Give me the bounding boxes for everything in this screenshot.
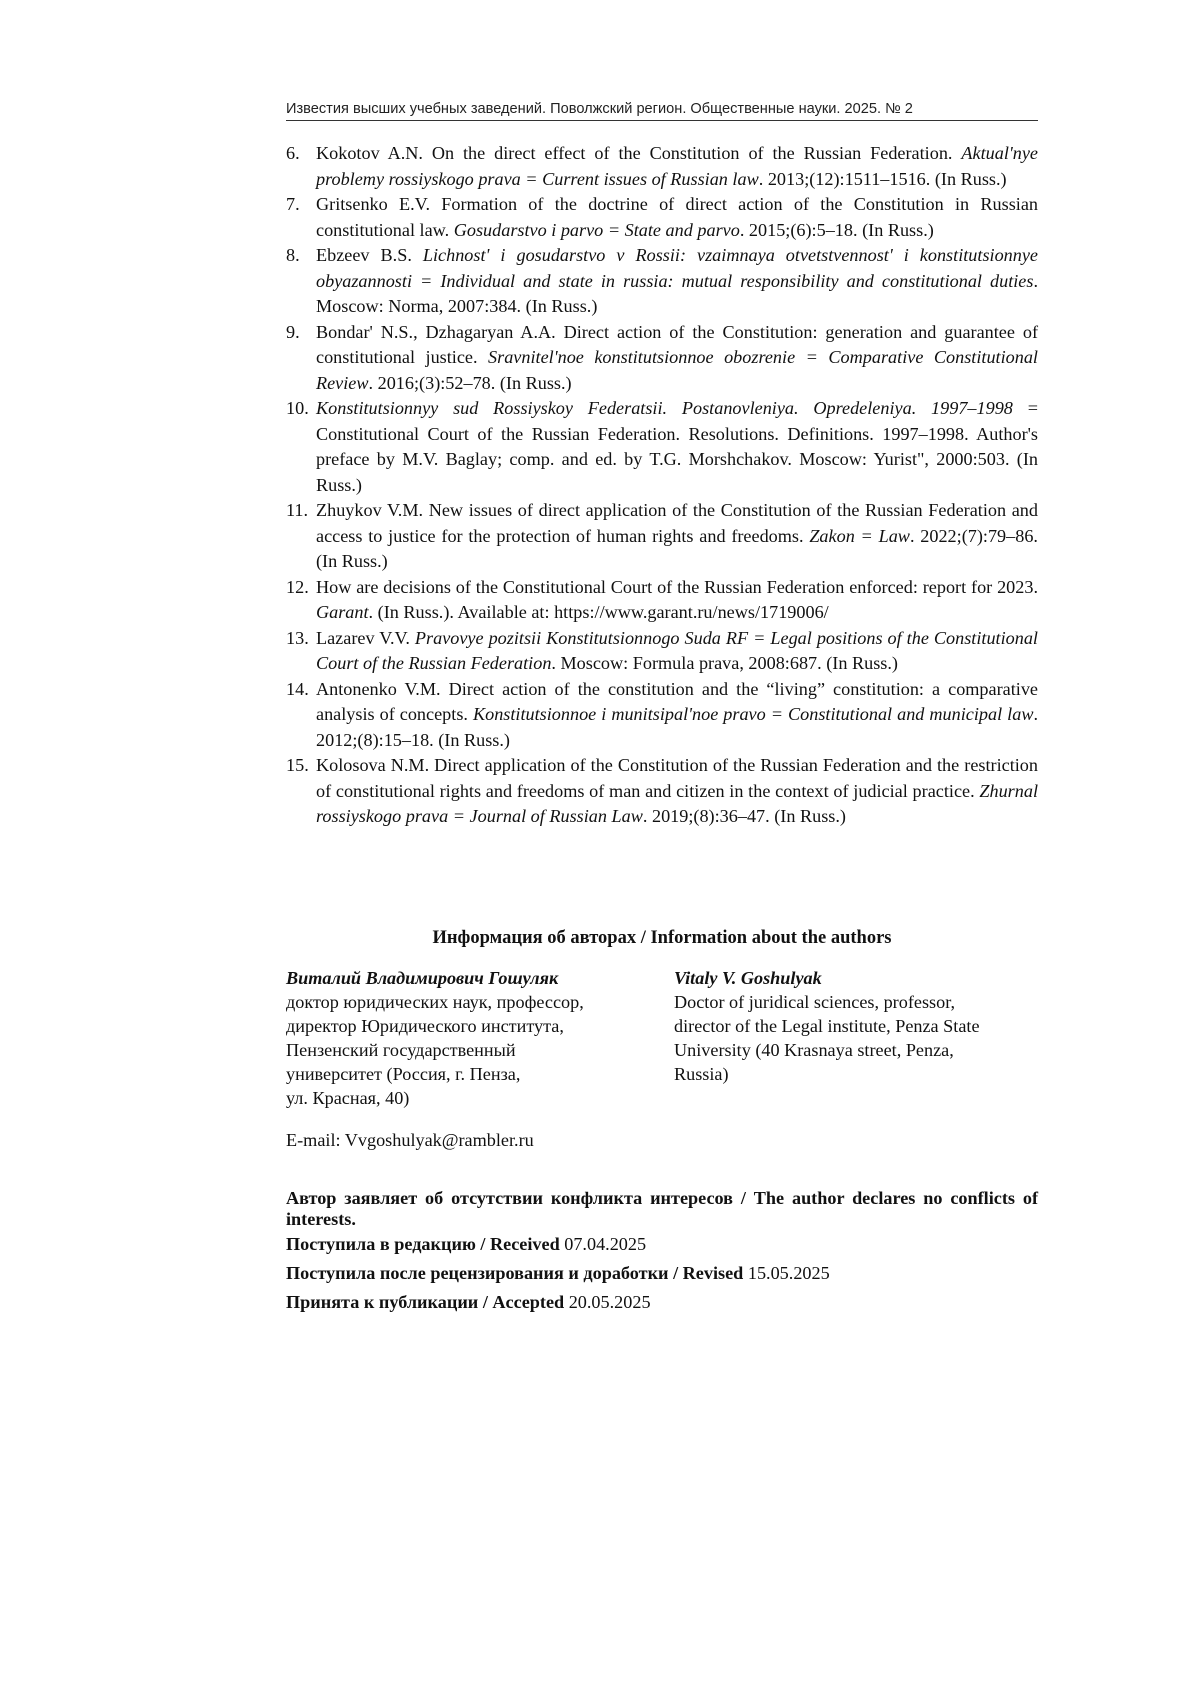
reference-item bbox=[286, 677, 1038, 754]
reference-source-title: Konstitutsionnoe i munitsipal'noe pravo = Constitutional and municipal law bbox=[472, 704, 1034, 724]
reference-text-part: Kolosova N.M. Direct application of the Constitution of the Russian Federation and the restriction of constitutional rights and freedoms of man and citizen in the context of judicial practice. bbox=[316, 755, 1038, 801]
reference-text-part: = Constitutional Court of the Russian Federation. Resolutions. Definitions. 1997–1998. Author's preface by M.V. Baglay; comp. and ed. by T.G. Morshchakov. Moscow: Yurist", 2000:503. (In Russ.) bbox=[316, 398, 1038, 495]
reference-text-part: How are decisions of the Constitutional Court of the Russian Federation enforced: report for 2023. bbox=[316, 576, 1038, 597]
reference-number: 10. bbox=[286, 398, 309, 418]
reference-list bbox=[286, 141, 1038, 830]
reference-item bbox=[286, 575, 1038, 626]
received-date: 07.04.2025 bbox=[564, 1234, 647, 1254]
reference-number: 9. bbox=[286, 321, 300, 342]
reference-text-part: Ebzeev B.S. bbox=[316, 245, 423, 265]
author-name-en: Vitaly V. Goshulyak bbox=[674, 968, 822, 988]
reference-item bbox=[286, 626, 1038, 677]
received-label: Поступила в редакцию / Received bbox=[286, 1234, 560, 1254]
reference-number: 13. bbox=[286, 627, 309, 648]
reference-number: 12. bbox=[286, 576, 309, 597]
reference-number: 11. bbox=[286, 500, 309, 520]
reference-text-part: . (In Russ.). Available at: https://www.garant.ru/news/1719006/ bbox=[368, 602, 829, 622]
reference-source-title: Aktual'nye problemy rossiyskogo prava = Current issues of Russian law bbox=[316, 143, 1038, 189]
reference-text bbox=[316, 141, 1038, 192]
reference-text bbox=[316, 753, 1038, 830]
reference-text bbox=[316, 498, 1038, 575]
reference-number: 14. bbox=[286, 678, 309, 699]
author-affiliation-line: ул. Красная, 40) bbox=[286, 1088, 410, 1108]
reference-text-part: . 2015;(6):5–18. (In Russ.) bbox=[739, 219, 934, 240]
reference-item bbox=[286, 243, 1038, 320]
reference-text-part: Kokotov A.N. On the direct effect of the Constitution of the Russian Federation. bbox=[316, 143, 962, 163]
reference-source-title: Gosudarstvo i parvo = State and parvo bbox=[453, 219, 740, 240]
author-name-ru: Виталий Владимирович Гошуляк bbox=[286, 968, 559, 988]
reference-text-part: Gritsenko E.V. Formation of the doctrine of direct action of the Constitution in Russian constitutional law. bbox=[316, 194, 1038, 240]
author-info-russian bbox=[286, 966, 646, 1110]
author-affiliation-line: Russia) bbox=[674, 1064, 729, 1084]
reference-text-part: . Moscow: Formula prava, 2008:687. (In Russ.) bbox=[551, 653, 898, 673]
reference-item bbox=[286, 396, 1038, 498]
reference-item bbox=[286, 753, 1038, 830]
reference-text-part: Bondar' N.S., Dzhagaryan A.A. Direct action of the Constitution: generation and guarantee of constitutional justice. bbox=[316, 321, 1038, 367]
reference-text-part: . 2016;(3):52–78. (In Russ.) bbox=[368, 372, 572, 393]
accepted-date-line bbox=[286, 1292, 1038, 1313]
reference-text-part: Zhuykov V.M. New issues of direct application of the Constitution of the Russian Federation and access to justice for the protection of human rights and freedoms. bbox=[316, 500, 1038, 546]
reference-source-title: Lichnost' i gosudarstvo v Rossii: vzaimnaya otvetstvennost' i konstitutsionnye obyazannosti = Individual and state in russia: mutual responsibility and constitutional duties bbox=[316, 245, 1038, 291]
revised-date: 15.05.2025 bbox=[747, 1263, 830, 1283]
revised-date-line bbox=[286, 1263, 1038, 1284]
author-affiliation-line: director of the Legal institute, Penza State bbox=[674, 1016, 980, 1036]
reference-text bbox=[316, 396, 1038, 498]
reference-number: 8. bbox=[286, 245, 300, 265]
reference-number: 7. bbox=[286, 194, 300, 214]
reference-source-title: Garant bbox=[316, 602, 369, 622]
running-header: Известия высших учебных заведений. Поволжский регион. Общественные науки. 2025. № 2 bbox=[286, 101, 1038, 121]
author-affiliation-line: Пензенский государственный bbox=[286, 1040, 516, 1060]
reference-item bbox=[286, 498, 1038, 575]
author-affiliation-line: директор Юридического института, bbox=[286, 1016, 564, 1036]
reference-text-part: . Moscow: Norma, 2007:384. (In Russ.) bbox=[316, 270, 1038, 316]
author-info-english bbox=[674, 966, 1038, 1086]
reference-text-part: . 2019;(8):36–47. (In Russ.) bbox=[642, 806, 846, 826]
author-affiliation-line: Doctor of juridical sciences, professor, bbox=[674, 992, 956, 1012]
accepted-date: 20.05.2025 bbox=[568, 1292, 651, 1312]
reference-text bbox=[316, 575, 1038, 626]
author-email: E-mail: Vvgoshulyak@rambler.ru bbox=[286, 1130, 534, 1150]
reference-source-title: Konstitutsionnyy sud Rossiyskoy Federatsii. Postanovleniya. Opredeleniya. 1997–1998 bbox=[316, 398, 1013, 418]
author-affiliation-line: университет (Россия, г. Пенза, bbox=[286, 1064, 521, 1084]
reference-source-title: Sravnitel'noe konstitutsionnoe obozrenie = Comparative Constitutional Review bbox=[316, 347, 1038, 393]
authors-section-title: Информация об авторах / Information about the authors bbox=[432, 928, 892, 948]
reference-number: 6. bbox=[286, 143, 300, 163]
conflict-statement: Автор заявляет об отсутствии конфликта интересов / The author declares no conflicts of interests. bbox=[286, 1188, 1038, 1229]
reference-text-part: . 2022;(7):79–86. (In Russ.) bbox=[316, 525, 1038, 571]
reference-source-title: Zhurnal rossiyskogo prava = Journal of Russian Law bbox=[316, 780, 1038, 826]
reference-source-title: Pravovye pozitsii Konstitutsionnogo Suda RF = Legal positions of the Constitutional Court of the Russian Federation bbox=[316, 627, 1038, 673]
reference-text-part: Lazarev V.V. bbox=[316, 627, 415, 648]
reference-item bbox=[286, 192, 1038, 243]
reference-number: 15. bbox=[286, 755, 309, 775]
reference-text bbox=[316, 320, 1038, 397]
reference-item bbox=[286, 320, 1038, 397]
reference-item bbox=[286, 141, 1038, 192]
reference-text-part: . 2013;(12):1511–1516. (In Russ.) bbox=[758, 168, 1007, 189]
reference-text bbox=[316, 677, 1038, 754]
reference-text-part: . 2012;(8):15–18. (In Russ.) bbox=[316, 704, 1038, 750]
reference-text bbox=[316, 243, 1038, 320]
reference-text-part: Antonenko V.M. Direct action of the constitution and the “living” constitution: a comparative analysis of concepts. bbox=[316, 678, 1038, 724]
author-affiliation-line: доктор юридических наук, профессор, bbox=[286, 992, 584, 1012]
reference-source-title: Zakon = Law bbox=[809, 525, 910, 546]
reference-text bbox=[316, 192, 1038, 243]
reference-text bbox=[316, 626, 1038, 677]
received-date-line bbox=[286, 1234, 1038, 1255]
revised-label: Поступила после рецензирования и доработки / Revised bbox=[286, 1263, 744, 1283]
accepted-label: Принята к публикации / Accepted bbox=[286, 1292, 565, 1312]
author-affiliation-line: University (40 Krasnaya street, Penza, bbox=[674, 1040, 954, 1060]
